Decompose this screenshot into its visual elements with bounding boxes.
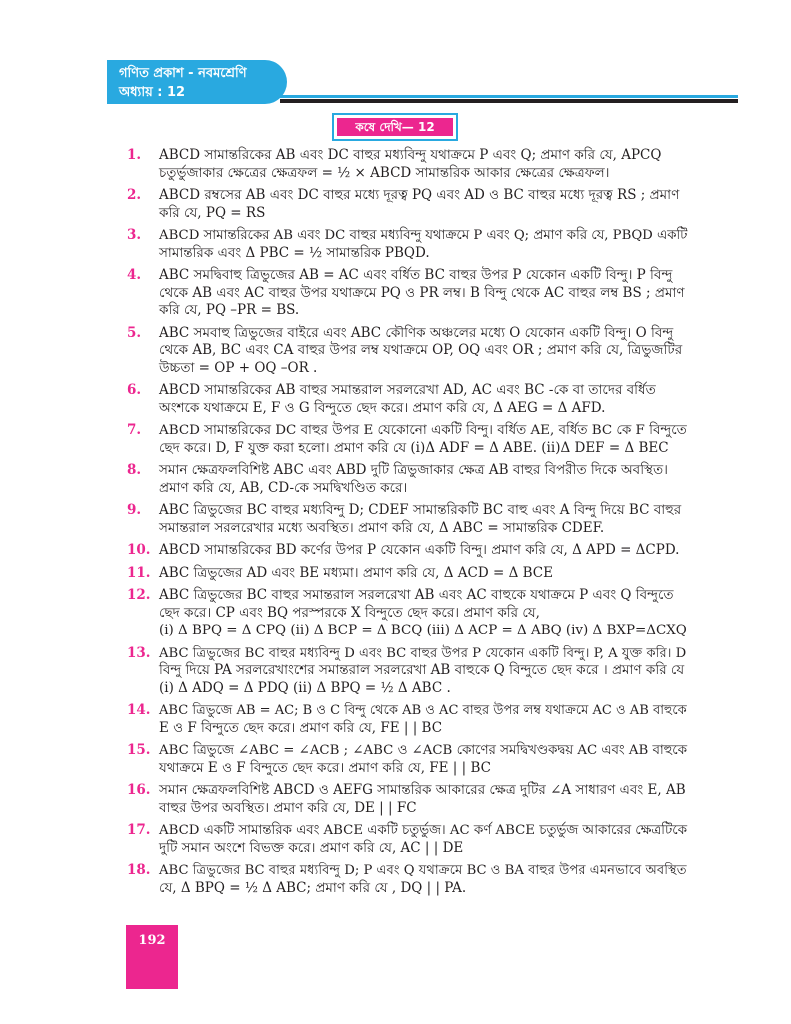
problem-item [127,502,687,537]
problem-text-line: ABC ত্রিভুজে ∠ABC = ∠ACB ; ∠ABC ও ∠ACB কোণের সমদ্বিখণ্ডকদ্বয় AC এবং AB বাহুকে [159,743,687,758]
problem-item [127,702,687,737]
problem-number: 7. [127,422,142,438]
problem-text-line: সমান ক্ষেত্রফলবিশিষ্ট ABC এবং ABD দুটি ত্রিভুজাকার ক্ষেত্র AB বাহুর বিপরীত দিকে অবস্থিত। [159,462,668,478]
problem-text-line: ABCD সামান্তরিকের DC বাহুর উপর E যেকোনো একটি বিন্দু। বর্ধিত AE, বর্ধিত BC কে F বিন্দুতে [159,423,687,438]
problem-text-line: প্রমাণ করি যে, AB, CD-কে সমদ্বিখণ্ডিত করে। [159,479,408,496]
problem-number: 11. [127,564,151,581]
problem-number: 8. [127,462,142,478]
problem-list [127,147,687,902]
problem-text-line: দুটি সমান অংশে বিভক্ত করে। প্রমাণ করি যে, AC | | DE [159,839,464,856]
problem-text-line: ABC ত্রিভুজের BC বাহুর মধ্যবিন্দু D; CDEF সামান্তরিকটি BC বাহু এবং A বিন্দু দিয়ে BC বাহুর [159,502,682,518]
problem-text-line: করি যে, PQ –PR = BS. [159,302,300,318]
problem-number: 13. [127,644,151,661]
problem-text-line: ABCD সামান্তরিকের AB এবং DC বাহুর মধ্যবিন্দু যথাক্রমে P এবং Q; প্রমাণ করি যে, PBQD একটি [159,228,688,243]
problem-text-line: ABCD সামান্তরিকের BD কর্ণের উপর P যেকোন একটি বিন্দু। প্রমাণ করি যে, Δ APD = ΔCPD. [159,542,680,558]
page-number: 192 [138,933,166,948]
problem-text-line: ABC ত্রিভুজের AD এবং BE মধ্যমা। প্রমাণ করি যে, Δ ACD = Δ BCE [159,564,553,581]
problem-text-line: ABC ত্রিভুজের BC বাহুর মধ্যবিন্দু D এবং BC বাহুর উপর P যেকোন একটি বিন্দু। P, A যুক্ত করি। D [159,645,687,661]
problem-number: 9. [127,502,142,518]
problem-text-line: ABC সমদ্বিবাহু ত্রিভুজের AB = AC এবং বর্ধিত BC বাহুর উপর P যেকোন একটি বিন্দু। P বিন্দু [159,267,673,283]
problem-text-line: ABC ত্রিভুজের BC বাহুর সমান্তরাল সরলরেখা AB এবং AC বাহুকে যথাক্রমে P এবং Q বিন্দুতে [159,587,674,603]
problem-text-line: (i) Δ ADQ = Δ PDQ (ii) Δ BPQ = ½ Δ ABC . [159,679,451,696]
problem-item [127,462,687,497]
problem-number: 15. [127,742,151,758]
header-rule-black [280,99,738,103]
problem-text-line: উচ্চতা = OP + OQ –OR . [159,359,318,376]
problem-text-line: ABCD একটি সামান্তরিক এবং ABCE একটি চতুর্ভুজ। AC কর্ণ ABCE চতুর্ভুজ আকারের ক্ষেত্রটিকে [159,823,687,838]
problem-number: 1. [127,147,142,163]
problem-item [127,422,687,457]
problem-number: 17. [127,822,151,838]
problem-text-line: ABC ত্রিভুজের BC বাহুর মধ্যবিন্দু D; P এবং Q যথাক্রমে BC ও BA বাহুর উপর এমনভাবে অবস্থিত [159,863,687,878]
problem-item [127,267,687,320]
problem-text-line: ABC সমবাহু ত্রিভুজের বাইরে এবং ABC কৌণিক অঞ্চলের মধ্যে O যেকোন একটি বিন্দু। O বিন্দু [159,324,674,341]
problem-item [127,822,687,857]
chapter-header-tab [107,60,287,104]
page-number-box [126,925,178,989]
problem-item [127,862,687,897]
problem-text-line: যে, Δ BPQ = ½ Δ ABC; প্রমাণ করি যে , DQ | | PA. [159,879,467,896]
problem-number: 16. [127,782,151,798]
problem-text-line: (i) Δ BPQ = Δ CPQ (ii) Δ BCP = Δ BCQ (iii) Δ ACP = Δ ABQ (iv) Δ BXP=ΔCXQ [159,623,687,638]
problem-item [127,587,687,640]
problem-text-line: ABC ত্রিভুজে AB = AC; B ও C বিন্দু থেকে AB ও AC বাহুর উপর লম্ব যথাক্রমে AC ও AB বাহুকে [159,703,687,718]
problem-text-line: চতুর্ভুজাকার ক্ষেত্রের ক্ষেত্রফল = ½ × ABCD সামান্তরিক আকার ক্ষেত্রের ক্ষেত্রফল। [159,164,610,181]
problem-item [127,227,687,262]
exercise-title-box [332,113,458,141]
problem-item [127,565,687,583]
problem-text-line: E ও F বিন্দুতে ছেদ করে। প্রমাণ করি যে, FE | | BC [159,719,443,736]
problem-item [127,782,687,817]
problem-text-line: সমান ক্ষেত্রফলবিশিষ্ট ABCD ও AEFG সামান্তরিক আকারের ক্ষেত্র দুটির ∠A সাধারণ এবং E, AB [159,782,686,798]
problem-text-line: বাহুর উপর অবস্থিত। প্রমাণ করি যে, DE | | FC [159,799,417,816]
problem-text-line: বিন্দু দিয়ে PA সরলরেখাংশের সমান্তরাল সরলরেখা AB বাহুকে Q বিন্দুতে ছেদ করে । প্রমাণ করি যে [159,662,685,678]
problem-text-line: ABCD সামান্তরিকের AB বাহুর সমান্তরাল সরলরেখা AD, AC এবং BC -কে বা তাদের বর্ধিত [159,382,656,398]
problem-item [127,742,687,777]
problem-number: 5. [127,324,142,341]
problem-text-line: থেকে AB এবং AC বাহুর উপর যথাক্রমে PQ ও PR লম্ব। B বিন্দু থেকে AC বাহুর লম্ব BS ; প্রমাণ [159,284,685,301]
problem-number: 10. [127,542,151,558]
problem-text-line: ছেদ করে। D, F যুক্ত করা হলো। প্রমাণ করি যে (i)Δ ADF = Δ ABE. (ii)Δ DEF = Δ BEC [159,439,669,456]
problem-item [127,645,687,698]
problem-item [127,147,687,182]
problem-text-line: যথাক্রমে E ও F বিন্দুতে ছেদ করে। প্রমাণ করি যে, FE | | BC [159,759,491,776]
chapter-label: অধ্যায় : 12 [119,85,186,100]
exercise-title: কষে দেখি— 12 [337,118,453,136]
problem-text-line: ABCD রম্বসের AB এবং DC বাহুর মধ্যে দূরত্ব PQ এবং AD ও BC বাহুর মধ্যে দূরত্ব RS ; প্রমাণ [159,187,680,203]
problem-text-line: সামান্তরিক এবং Δ PBC = ½ সামান্তরিক PBQD. [159,244,430,261]
problem-number: 14. [127,702,151,718]
book-title: গণিত প্রকাশ - নবমশ্রেণি [119,66,247,81]
problem-text-line: অংশকে যথাক্রমে E, F ও G বিন্দুতে ছেদ করে। প্রমাণ করি যে, Δ AEG = Δ AFD. [159,399,606,416]
problem-text-line: ছেদ করে। CP এবং BQ পরস্পরকে X বিন্দুতে ছেদ করে। প্রমাণ করি যে, [159,604,540,621]
problem-number: 4. [127,267,142,283]
problem-number: 18. [127,862,151,878]
problem-item [127,325,687,378]
problem-text-line: থেকে AB, BC এবং CA বাহুর উপর লম্ব যথাক্রমে OP, OQ এবং OR ; প্রমাণ করি যে, ত্রিভুজটির [159,342,683,358]
problem-number: 12. [127,587,151,603]
header-rule-blue [280,95,738,98]
problem-text-line: ABCD সামান্তরিকের AB এবং DC বাহুর মধ্যবিন্দু যথাক্রমে P এবং Q; প্রমাণ করি যে, APCQ [159,147,662,163]
problem-number: 2. [127,187,142,203]
problem-number: 3. [127,227,142,243]
problem-text-line: সমান্তরাল সরলরেখার মধ্যে অবস্থিত। প্রমাণ করি যে, Δ ABC = সামান্তরিক CDEF. [159,519,605,536]
problem-item [127,187,687,222]
problem-number: 6. [127,382,142,398]
problem-item [127,382,687,417]
problem-text-line: করি যে, PQ = RS [159,204,266,221]
problem-item [127,542,687,560]
